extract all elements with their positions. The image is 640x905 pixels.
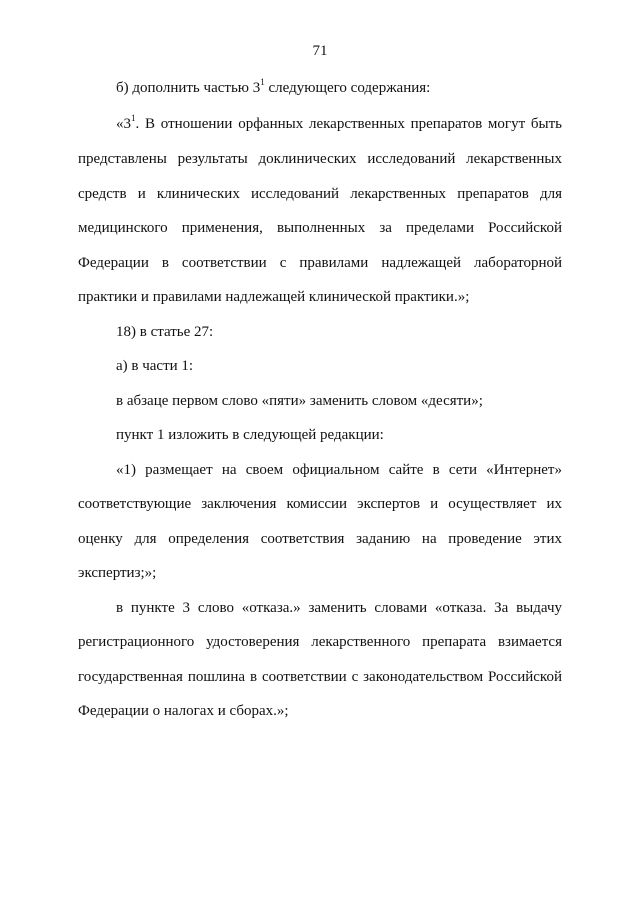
superscript: 1: [131, 113, 136, 123]
text-line-point-3-start: в пункте 3 слово «отказа.» заменить словами «отказа. За выдачу: [116, 600, 562, 616]
text-line: соответствующие заключения комиссии экспертов и осуществляет их: [78, 496, 562, 512]
superscript: 1: [260, 77, 265, 87]
text-line-part-3-1-start: [116, 115, 562, 133]
text-line: практики и правилами надлежащей клинической практики.»;: [78, 289, 470, 305]
text-line-subpoint-a: а) в части 1:: [116, 358, 194, 374]
text-line: представлены результаты доклинических исследований лекарственных: [78, 151, 562, 167]
text-line: Федерации в соответствии с правилами надлежащей лабораторной: [78, 255, 562, 271]
text-line: в абзаце первом слово «пяти» заменить словом «десяти»;: [116, 393, 483, 409]
page-number: 71: [312, 43, 328, 59]
text-line: медицинского применения, выполненных за пределами Российской: [78, 220, 562, 236]
text-line: экспертиз;»;: [78, 565, 157, 581]
text-line-item-18: 18) в статье 27:: [116, 324, 214, 340]
text-fragment: следующего содержания:: [264, 80, 431, 96]
text-line-subpoint-b: [116, 79, 562, 97]
text-fragment: б) дополнить частью 3: [116, 80, 261, 96]
text-line: средств и клинических исследований лекарственных препаратов для: [78, 186, 562, 202]
text-fragment: . В отношении орфанных лекарственных препаратов могут быть: [135, 116, 562, 132]
text-line: пункт 1 изложить в следующей редакции:: [116, 427, 384, 443]
text-fragment: «3: [116, 116, 131, 132]
text-line: регистрационного удостоверения лекарственного препарата взимается: [78, 634, 562, 650]
text-line-point-1-start: «1) размещает на своем официальном сайте в сети «Интернет»: [116, 462, 562, 478]
text-line: государственная пошлина в соответствии с законодательством Российской: [78, 669, 562, 685]
text-line: Федерации о налогах и сборах.»;: [78, 703, 289, 719]
text-line: оценку для определения соответствия заданию на проведение этих: [78, 531, 562, 547]
